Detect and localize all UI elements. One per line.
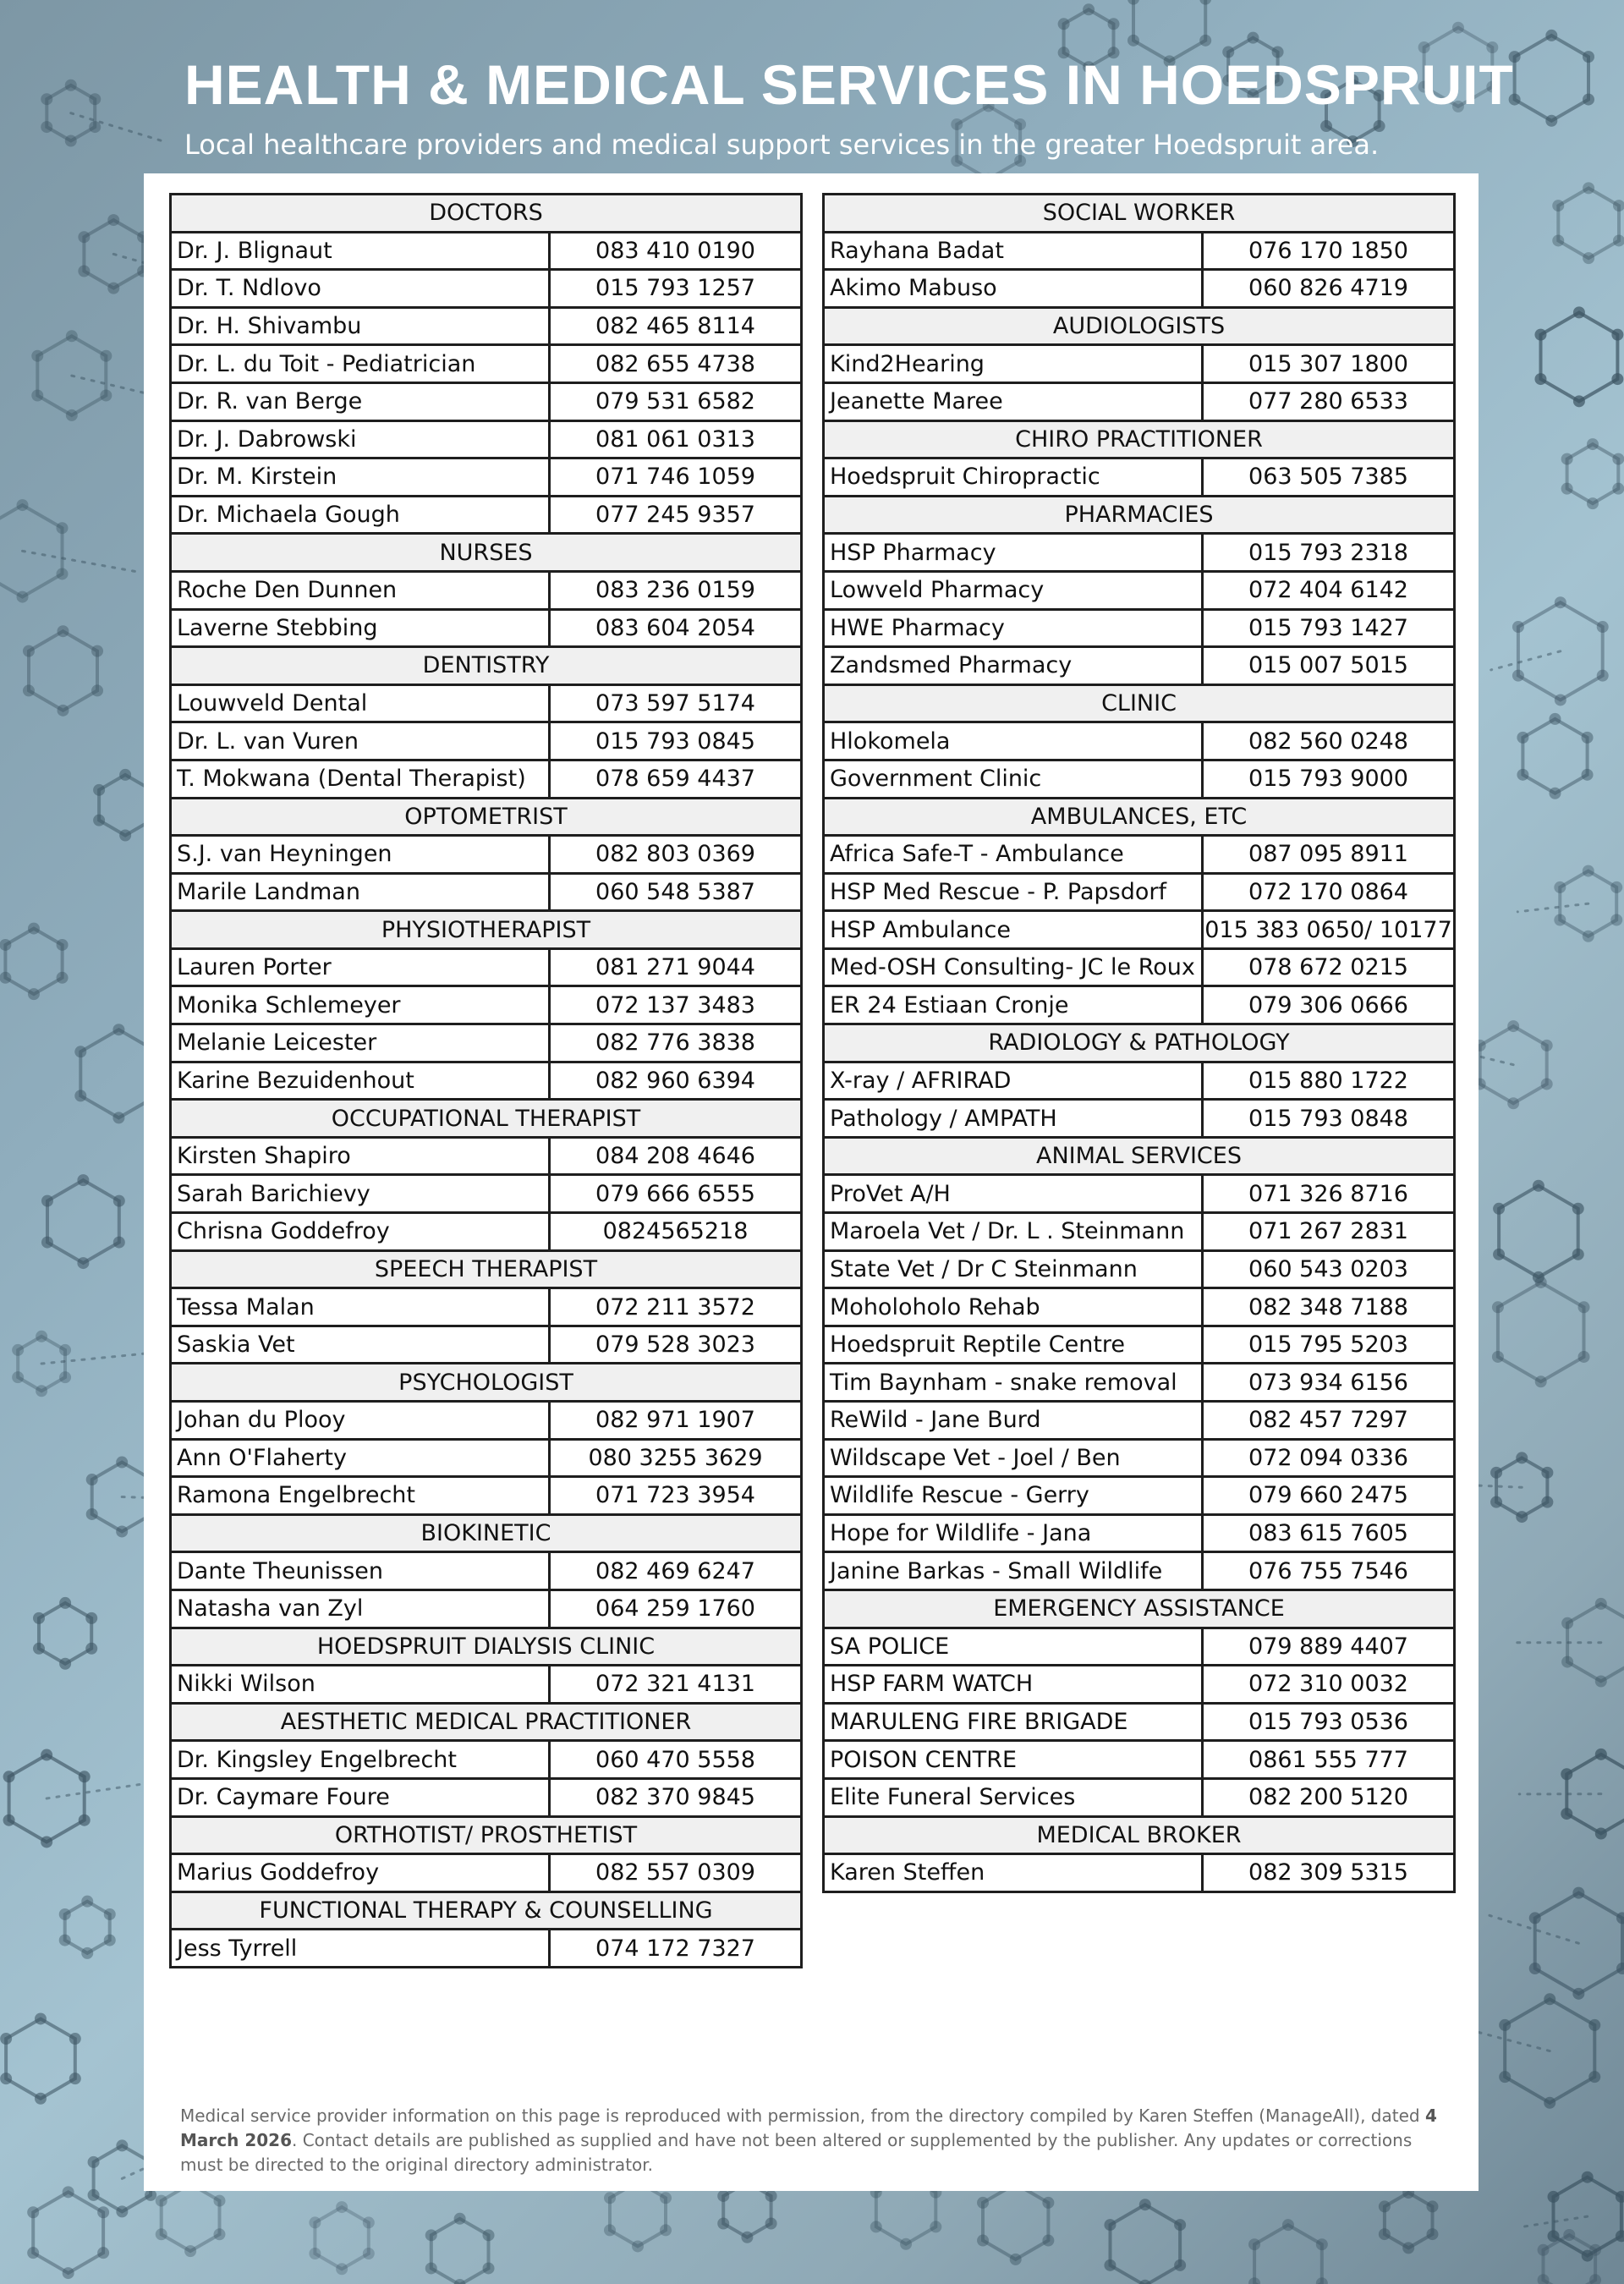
contact-phone: 079 889 4407 bbox=[1203, 1628, 1455, 1666]
table-row bbox=[171, 420, 802, 458]
contact-name: Hoedspruit Reptile Centre bbox=[824, 1326, 1203, 1364]
table-row bbox=[171, 1778, 802, 1816]
table-row bbox=[824, 571, 1455, 609]
contact-phone: 082 309 5315 bbox=[1203, 1854, 1455, 1892]
contact-phone: 079 666 6555 bbox=[550, 1175, 802, 1213]
section-title: PHYSIOTHERAPIST bbox=[171, 911, 802, 949]
contact-name: Saskia Vet bbox=[171, 1326, 550, 1364]
section-title: RADIOLOGY & PATHOLOGY bbox=[824, 1024, 1455, 1062]
contact-phone: 087 095 8911 bbox=[1203, 836, 1455, 874]
contact-phone: 078 659 4437 bbox=[550, 760, 802, 798]
contact-phone: 073 934 6156 bbox=[1203, 1364, 1455, 1402]
contact-name: Wildscape Vet - Joel / Ben bbox=[824, 1439, 1203, 1477]
table-row bbox=[824, 1703, 1455, 1741]
table-row bbox=[824, 534, 1455, 572]
contact-name: Elite Funeral Services bbox=[824, 1778, 1203, 1816]
table-row bbox=[171, 1213, 802, 1251]
section-header-row bbox=[171, 647, 802, 685]
contact-name: Dr. J. Dabrowski bbox=[171, 420, 550, 458]
table-row bbox=[171, 496, 802, 534]
table-row bbox=[171, 948, 802, 986]
table-row bbox=[824, 1100, 1455, 1138]
contact-phone: 072 170 0864 bbox=[1203, 873, 1455, 911]
table-row bbox=[824, 345, 1455, 383]
contact-name: Dr. J. Blignaut bbox=[171, 232, 550, 270]
contact-name: Dr. R. van Berge bbox=[171, 382, 550, 420]
directory-left-column bbox=[169, 193, 803, 1968]
table-row bbox=[824, 1552, 1455, 1590]
section-title: SPEECH THERAPIST bbox=[171, 1250, 802, 1288]
contact-name: Roche Den Dunnen bbox=[171, 571, 550, 609]
contact-phone: 064 259 1760 bbox=[550, 1589, 802, 1628]
table-row bbox=[824, 948, 1455, 986]
contact-phone: 015 795 5203 bbox=[1203, 1326, 1455, 1364]
table-row bbox=[171, 1024, 802, 1062]
section-title: DOCTORS bbox=[171, 195, 802, 233]
table-row bbox=[171, 760, 802, 798]
table-row bbox=[171, 1741, 802, 1779]
section-header-row bbox=[171, 1514, 802, 1552]
contact-name: Marile Landman bbox=[171, 873, 550, 911]
section-header-row bbox=[824, 798, 1455, 836]
contact-name: Karine Bezuidenhout bbox=[171, 1062, 550, 1100]
table-row bbox=[824, 1326, 1455, 1364]
contact-name: Maroela Vet / Dr. L . Steinmann bbox=[824, 1213, 1203, 1251]
contact-name: Pathology / AMPATH bbox=[824, 1100, 1203, 1138]
contact-name: Nikki Wilson bbox=[171, 1666, 550, 1704]
contact-name: Monika Schlemeyer bbox=[171, 986, 550, 1024]
section-title: PSYCHOLOGIST bbox=[171, 1364, 802, 1402]
section-title: MEDICAL BROKER bbox=[824, 1816, 1455, 1854]
table-row bbox=[824, 1062, 1455, 1100]
table-row bbox=[171, 1930, 802, 1968]
contact-name: Zandsmed Pharmacy bbox=[824, 647, 1203, 685]
section-header-row bbox=[171, 1891, 802, 1930]
contact-name: ER 24 Estiaan Cronje bbox=[824, 986, 1203, 1024]
contact-name: Government Clinic bbox=[824, 760, 1203, 798]
contact-name: Janine Barkas - Small Wildlife bbox=[824, 1552, 1203, 1590]
contact-name: Lowveld Pharmacy bbox=[824, 571, 1203, 609]
contact-name: Tessa Malan bbox=[171, 1288, 550, 1326]
contact-phone: 015 793 0536 bbox=[1203, 1703, 1455, 1741]
contact-name: Kirsten Shapiro bbox=[171, 1137, 550, 1175]
section-title: FUNCTIONAL THERAPY & COUNSELLING bbox=[171, 1891, 802, 1930]
section-title: OPTOMETRIST bbox=[171, 798, 802, 836]
contact-name: Chrisna Goddefroy bbox=[171, 1213, 550, 1251]
contact-phone: 072 094 0336 bbox=[1203, 1439, 1455, 1477]
contact-phone: 015 880 1722 bbox=[1203, 1062, 1455, 1100]
contact-name: Ramona Engelbrecht bbox=[171, 1477, 550, 1515]
table-row bbox=[171, 873, 802, 911]
contact-phone: 083 604 2054 bbox=[550, 609, 802, 647]
table-row bbox=[171, 722, 802, 760]
table-row bbox=[824, 382, 1455, 420]
section-header-row bbox=[824, 684, 1455, 722]
contact-name: SA POLICE bbox=[824, 1628, 1203, 1666]
contact-name: Sarah Barichievy bbox=[171, 1175, 550, 1213]
table-row bbox=[171, 382, 802, 420]
contact-name: X-ray / AFRIRAD bbox=[824, 1062, 1203, 1100]
contact-phone: 079 528 3023 bbox=[550, 1326, 802, 1364]
contact-phone: 072 310 0032 bbox=[1203, 1666, 1455, 1704]
contact-name: Johan du Plooy bbox=[171, 1402, 550, 1440]
table-row bbox=[824, 1854, 1455, 1892]
contact-name: HSP FARM WATCH bbox=[824, 1666, 1203, 1704]
table-row bbox=[824, 1514, 1455, 1552]
section-title: BIOKINETIC bbox=[171, 1514, 802, 1552]
contact-phone: 076 755 7546 bbox=[1203, 1552, 1455, 1590]
section-title: PHARMACIES bbox=[824, 496, 1455, 534]
table-row bbox=[824, 1741, 1455, 1779]
contact-phone: 082 776 3838 bbox=[550, 1024, 802, 1062]
table-row bbox=[171, 1062, 802, 1100]
table-row bbox=[824, 1778, 1455, 1816]
contact-name: ProVet A/H bbox=[824, 1175, 1203, 1213]
contact-phone: 0861 555 777 bbox=[1203, 1741, 1455, 1779]
contact-phone: 072 321 4131 bbox=[550, 1666, 802, 1704]
contact-phone: 015 307 1800 bbox=[1203, 345, 1455, 383]
contact-phone: 082 348 7188 bbox=[1203, 1288, 1455, 1326]
contact-name: Akimo Mabuso bbox=[824, 270, 1203, 308]
contact-name: Dr. L. van Vuren bbox=[171, 722, 550, 760]
table-row bbox=[824, 986, 1455, 1024]
footer-text-before: Medical service provider information on this page is reproduced with permission, from the directory compiled by Karen Steffen (ManageAll), dated bbox=[180, 2106, 1425, 2126]
contact-name: T. Mokwana (Dental Therapist) bbox=[171, 760, 550, 798]
table-row bbox=[171, 1477, 802, 1515]
table-row bbox=[824, 1439, 1455, 1477]
table-row bbox=[171, 1552, 802, 1590]
table-row bbox=[824, 722, 1455, 760]
contact-phone: 082 200 5120 bbox=[1203, 1778, 1455, 1816]
section-title: OCCUPATIONAL THERAPIST bbox=[171, 1100, 802, 1138]
contact-phone: 015 793 1427 bbox=[1203, 609, 1455, 647]
contact-phone: 015 793 0848 bbox=[1203, 1100, 1455, 1138]
contact-name: Jeanette Maree bbox=[824, 382, 1203, 420]
section-header-row bbox=[824, 307, 1455, 345]
section-header-row bbox=[824, 195, 1455, 233]
table-row bbox=[171, 1175, 802, 1213]
table-row bbox=[824, 458, 1455, 497]
footer-text-after: . Contact details are published as supplied and have not been altered or supplemented by the publisher. Any updates or corrections must be directed to the original directory administrator. bbox=[180, 2130, 1413, 2175]
table-row bbox=[824, 1288, 1455, 1326]
contact-name: MARULENG FIRE BRIGADE bbox=[824, 1703, 1203, 1741]
contact-name: Dr. H. Shivambu bbox=[171, 307, 550, 345]
contact-phone: 060 470 5558 bbox=[550, 1741, 802, 1779]
table-row bbox=[824, 760, 1455, 798]
table-row bbox=[824, 1477, 1455, 1515]
table-row bbox=[171, 1854, 802, 1892]
contact-phone: 079 660 2475 bbox=[1203, 1477, 1455, 1515]
contact-phone: 015 793 9000 bbox=[1203, 760, 1455, 798]
section-title: SOCIAL WORKER bbox=[824, 195, 1455, 233]
section-title: CLINIC bbox=[824, 684, 1455, 722]
table-row bbox=[824, 609, 1455, 647]
contact-name: Kind2Hearing bbox=[824, 345, 1203, 383]
contact-phone: 015 383 0650/ 10177 bbox=[1203, 911, 1455, 949]
contact-name: HSP Med Rescue - P. Papsdorf bbox=[824, 873, 1203, 911]
contact-name: HSP Pharmacy bbox=[824, 534, 1203, 572]
table-row bbox=[824, 647, 1455, 685]
table-row bbox=[824, 270, 1455, 308]
table-row bbox=[171, 1326, 802, 1364]
contact-phone: 072 137 3483 bbox=[550, 986, 802, 1024]
contact-phone: 071 326 8716 bbox=[1203, 1175, 1455, 1213]
contact-phone: 083 615 7605 bbox=[1203, 1514, 1455, 1552]
section-header-row bbox=[824, 1816, 1455, 1854]
contact-phone: 082 465 8114 bbox=[550, 307, 802, 345]
contact-phone: 080 3255 3629 bbox=[550, 1439, 802, 1477]
contact-phone: 084 208 4646 bbox=[550, 1137, 802, 1175]
contact-name: Moholoholo Rehab bbox=[824, 1288, 1203, 1326]
contact-phone: 078 672 0215 bbox=[1203, 948, 1455, 986]
table-row bbox=[171, 571, 802, 609]
footer-note bbox=[180, 2104, 1449, 2177]
section-title: CHIRO PRACTITIONER bbox=[824, 420, 1455, 458]
contact-name: Africa Safe-T - Ambulance bbox=[824, 836, 1203, 874]
section-title: DENTISTRY bbox=[171, 647, 802, 685]
table-row bbox=[824, 1666, 1455, 1704]
contact-name: Rayhana Badat bbox=[824, 232, 1203, 270]
table-row bbox=[171, 986, 802, 1024]
section-header-row bbox=[171, 1703, 802, 1741]
contact-phone: 082 557 0309 bbox=[550, 1854, 802, 1892]
section-header-row bbox=[824, 496, 1455, 534]
section-header-row bbox=[824, 420, 1455, 458]
directory-right-column bbox=[822, 193, 1456, 1893]
table-row bbox=[171, 1666, 802, 1704]
section-title: ANIMAL SERVICES bbox=[824, 1137, 1455, 1175]
section-header-row bbox=[824, 1589, 1455, 1628]
contact-name: Dr. Michaela Gough bbox=[171, 496, 550, 534]
contact-phone: 081 271 9044 bbox=[550, 948, 802, 986]
contact-name: Karen Steffen bbox=[824, 1854, 1203, 1892]
contact-phone: 082 469 6247 bbox=[550, 1552, 802, 1590]
contact-phone: 079 531 6582 bbox=[550, 382, 802, 420]
table-row bbox=[824, 1402, 1455, 1440]
contact-phone: 082 803 0369 bbox=[550, 836, 802, 874]
table-row bbox=[824, 232, 1455, 270]
table-row bbox=[171, 232, 802, 270]
section-header-row bbox=[171, 1250, 802, 1288]
contact-name: State Vet / Dr C Steinmann bbox=[824, 1250, 1203, 1288]
contact-phone: 082 560 0248 bbox=[1203, 722, 1455, 760]
table-row bbox=[171, 1288, 802, 1326]
contact-name: Dr. L. du Toit - Pediatrician bbox=[171, 345, 550, 383]
contact-phone: 060 548 5387 bbox=[550, 873, 802, 911]
contact-phone: 072 404 6142 bbox=[1203, 571, 1455, 609]
contact-name: S.J. van Heyningen bbox=[171, 836, 550, 874]
contact-name: Dr. Kingsley Engelbrecht bbox=[171, 1741, 550, 1779]
section-header-row bbox=[824, 1137, 1455, 1175]
table-row bbox=[824, 1213, 1455, 1251]
contact-phone: 015 793 2318 bbox=[1203, 534, 1455, 572]
table-row bbox=[171, 270, 802, 308]
contact-name: Jess Tyrrell bbox=[171, 1930, 550, 1968]
contact-name: Hoedspruit Chiropractic bbox=[824, 458, 1203, 497]
contact-name: Laverne Stebbing bbox=[171, 609, 550, 647]
contact-name: Dr. Caymare Foure bbox=[171, 1778, 550, 1816]
contact-name: POISON CENTRE bbox=[824, 1741, 1203, 1779]
contact-name: Hope for Wildlife - Jana bbox=[824, 1514, 1203, 1552]
contact-phone: 082 960 6394 bbox=[550, 1062, 802, 1100]
table-row bbox=[824, 1175, 1455, 1213]
contact-phone: 081 061 0313 bbox=[550, 420, 802, 458]
contact-phone: 063 505 7385 bbox=[1203, 458, 1455, 497]
contact-name: Dr. M. Kirstein bbox=[171, 458, 550, 497]
table-row bbox=[824, 911, 1455, 949]
table-row bbox=[171, 1402, 802, 1440]
contact-phone: 082 655 4738 bbox=[550, 345, 802, 383]
contact-name: HSP Ambulance bbox=[824, 911, 1203, 949]
section-title: NURSES bbox=[171, 534, 802, 572]
section-header-row bbox=[171, 534, 802, 572]
page-subtitle: Local healthcare providers and medical support services in the greater Hoedspruit area. bbox=[184, 129, 1380, 161]
section-title: ORTHOTIST/ PROSTHETIST bbox=[171, 1816, 802, 1854]
table-row bbox=[171, 458, 802, 497]
contact-phone: 060 543 0203 bbox=[1203, 1250, 1455, 1288]
table-row bbox=[171, 609, 802, 647]
contact-name: Dante Theunissen bbox=[171, 1552, 550, 1590]
contact-name: Louwveld Dental bbox=[171, 684, 550, 722]
table-row bbox=[824, 1628, 1455, 1666]
contact-phone: 082 370 9845 bbox=[550, 1778, 802, 1816]
section-title: HOEDSPRUIT DIALYSIS CLINIC bbox=[171, 1628, 802, 1666]
table-row bbox=[171, 1439, 802, 1477]
section-title: EMERGENCY ASSISTANCE bbox=[824, 1589, 1455, 1628]
section-title: AESTHETIC MEDICAL PRACTITIONER bbox=[171, 1703, 802, 1741]
contact-phone: 060 826 4719 bbox=[1203, 270, 1455, 308]
contact-phone: 072 211 3572 bbox=[550, 1288, 802, 1326]
section-header-row bbox=[171, 1364, 802, 1402]
contact-phone: 071 746 1059 bbox=[550, 458, 802, 497]
contact-phone: 071 267 2831 bbox=[1203, 1213, 1455, 1251]
table-row bbox=[171, 307, 802, 345]
contact-name: Wildlife Rescue - Gerry bbox=[824, 1477, 1203, 1515]
contact-phone: 015 007 5015 bbox=[1203, 647, 1455, 685]
section-header-row bbox=[171, 911, 802, 949]
contact-name: Ann O'Flaherty bbox=[171, 1439, 550, 1477]
contact-phone: 079 306 0666 bbox=[1203, 986, 1455, 1024]
contact-phone: 082 971 1907 bbox=[550, 1402, 802, 1440]
contact-name: Lauren Porter bbox=[171, 948, 550, 986]
section-title: AUDIOLOGISTS bbox=[824, 307, 1455, 345]
table-row bbox=[171, 1589, 802, 1628]
contact-phone: 074 172 7327 bbox=[550, 1930, 802, 1968]
contact-name: HWE Pharmacy bbox=[824, 609, 1203, 647]
contact-name: ReWild - Jane Burd bbox=[824, 1402, 1203, 1440]
table-row bbox=[171, 345, 802, 383]
section-header-row bbox=[171, 1628, 802, 1666]
contact-phone: 077 245 9357 bbox=[550, 496, 802, 534]
section-header-row bbox=[171, 1816, 802, 1854]
section-header-row bbox=[171, 1100, 802, 1138]
contact-name: Marius Goddefroy bbox=[171, 1854, 550, 1892]
contact-name: Med-OSH Consulting- JC le Roux bbox=[824, 948, 1203, 986]
contact-name: Tim Baynham - snake removal bbox=[824, 1364, 1203, 1402]
table-row bbox=[824, 1364, 1455, 1402]
table-row bbox=[171, 1137, 802, 1175]
contact-name: Dr. T. Ndlovo bbox=[171, 270, 550, 308]
contact-phone: 071 723 3954 bbox=[550, 1477, 802, 1515]
contact-phone: 083 236 0159 bbox=[550, 571, 802, 609]
page-title: HEALTH & MEDICAL SERVICES IN HOEDSPRUIT bbox=[184, 53, 1514, 116]
contact-name: Melanie Leicester bbox=[171, 1024, 550, 1062]
section-header-row bbox=[824, 1024, 1455, 1062]
table-row bbox=[824, 836, 1455, 874]
contact-phone: 082 457 7297 bbox=[1203, 1402, 1455, 1440]
contact-name: Natasha van Zyl bbox=[171, 1589, 550, 1628]
table-row bbox=[824, 873, 1455, 911]
section-header-row bbox=[171, 798, 802, 836]
footer-date: 4 March 2026 bbox=[180, 2106, 1437, 2150]
contact-phone: 076 170 1850 bbox=[1203, 232, 1455, 270]
contact-phone: 0824565218 bbox=[550, 1213, 802, 1251]
table-row bbox=[824, 1250, 1455, 1288]
contact-name: Hlokomela bbox=[824, 722, 1203, 760]
contact-phone: 073 597 5174 bbox=[550, 684, 802, 722]
table-row bbox=[171, 836, 802, 874]
contact-phone: 077 280 6533 bbox=[1203, 382, 1455, 420]
directory-panel bbox=[144, 173, 1479, 2191]
section-title: AMBULANCES, ETC bbox=[824, 798, 1455, 836]
table-row bbox=[171, 684, 802, 722]
contact-phone: 083 410 0190 bbox=[550, 232, 802, 270]
section-header-row bbox=[171, 195, 802, 233]
contact-phone: 015 793 0845 bbox=[550, 722, 802, 760]
contact-phone: 015 793 1257 bbox=[550, 270, 802, 308]
